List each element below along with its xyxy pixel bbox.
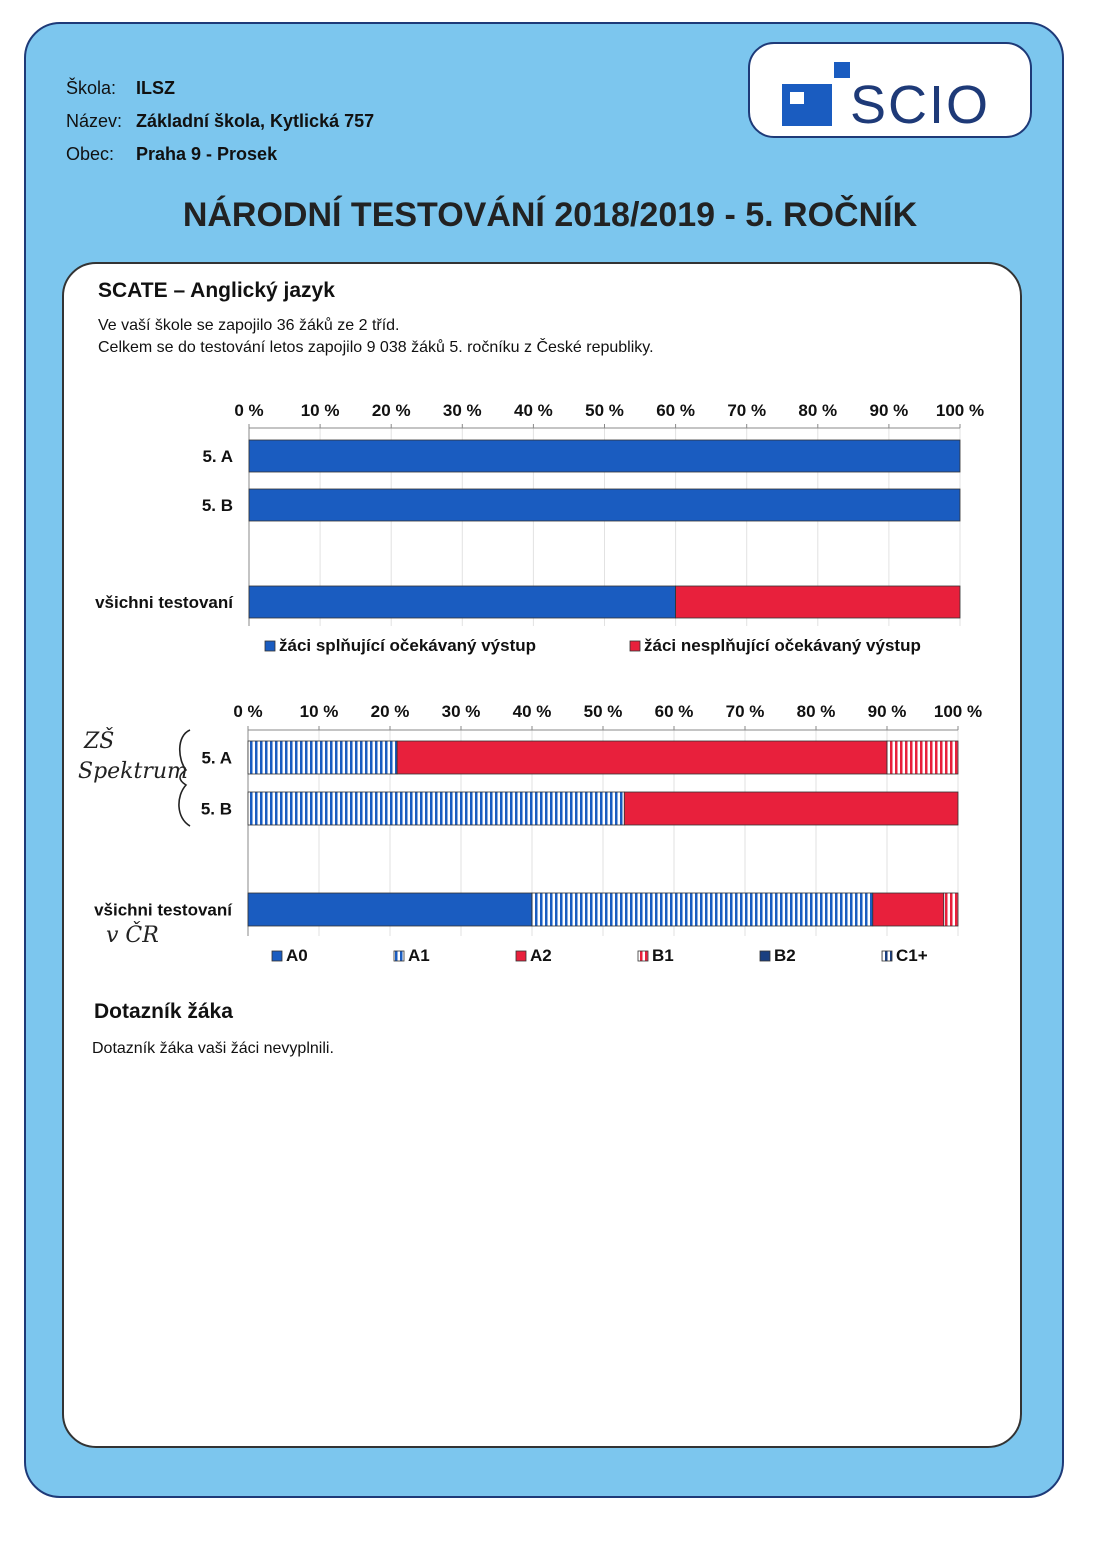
legend-swatch-a0	[272, 951, 282, 961]
description-line-1: Ve vaší škole se zapojilo 36 žáků ze 2 tříd.	[98, 317, 400, 334]
legend-swatch-ci-spl-uj-c-o-ek-van-v-stup	[265, 641, 275, 651]
legend-label-a2: A2	[530, 946, 552, 965]
legend-label-ci-spl-uj-c-o-ek-van-v-stup: žáci splňující očekávaný výstup	[279, 636, 537, 655]
handwriting-v-cr: v ČR	[106, 923, 159, 948]
logo-text: SCIO	[850, 75, 991, 135]
legend-label-b1: B1	[652, 946, 674, 965]
chart-cefr-levels	[94, 702, 982, 965]
name-label: Název:	[66, 111, 123, 131]
bar-segment-ci-spl-uj-c-o-ek-van-v-stup-5-b	[249, 489, 960, 521]
x-tick-label: 70 %	[725, 702, 765, 721]
x-tick-label: 30 %	[441, 702, 481, 721]
x-tick-label: 60 %	[656, 401, 695, 420]
category-label: 5. A	[202, 447, 233, 466]
bar-segment-a2-5-a	[397, 741, 887, 774]
category-label: 5. A	[201, 748, 232, 768]
x-tick-label: 10 %	[299, 702, 339, 721]
category-label: všichni testovaní	[95, 593, 233, 612]
x-tick-label: 50 %	[585, 401, 624, 420]
school-label: Škola:	[66, 78, 117, 98]
legend-swatch-b1	[638, 951, 648, 961]
bar-segment-a1-5-a	[248, 741, 397, 774]
questionnaire-title: Dotazník žáka	[94, 1000, 233, 1023]
x-tick-label: 100 %	[933, 702, 983, 721]
x-tick-label: 80 %	[796, 702, 836, 721]
bar-segment-ci-spl-uj-c-o-ek-van-v-stup-v-ichni-testovan	[249, 586, 676, 618]
x-tick-label: 80 %	[798, 401, 838, 420]
x-tick-label: 20 %	[370, 702, 410, 721]
x-tick-label: 0 %	[233, 702, 263, 721]
legend-label-a0: A0	[286, 946, 308, 965]
x-tick-label: 10 %	[300, 401, 340, 420]
bar-segment-a2-v-ichni-testovan	[873, 893, 944, 926]
legend-swatch-a1	[394, 951, 404, 961]
questionnaire-text: Dotazník žáka vaši žáci nevyplnili.	[92, 1040, 334, 1057]
handwriting-zs: ZŠ	[84, 729, 115, 754]
x-tick-label: 40 %	[514, 401, 553, 420]
legend-label-ci-nespl-uj-c-o-ek-van-v-stup: žáci nesplňující očekávaný výstup	[644, 636, 921, 655]
x-tick-label: 20 %	[371, 401, 411, 420]
x-tick-label: 90 %	[867, 702, 907, 721]
x-tick-label: 70 %	[727, 401, 767, 420]
category-label: 5. B	[200, 799, 232, 819]
chart-expected-outcome	[95, 401, 984, 655]
bar-segment-a2-5-b	[624, 792, 958, 825]
legend-label-c1: C1+	[896, 946, 928, 965]
bar-segment-b1-v-ichni-testovan	[944, 893, 958, 926]
bar-segment-a1-5-b	[248, 792, 624, 825]
section-title: SCATE – Anglický jazyk	[98, 279, 335, 302]
town-value: Praha 9 - Prosek	[136, 144, 278, 164]
legend-swatch-ci-nespl-uj-c-o-ek-van-v-stup	[630, 641, 640, 651]
legend-swatch-c1	[882, 951, 892, 961]
x-tick-label: 90 %	[869, 401, 909, 420]
x-tick-label: 0 %	[234, 401, 264, 420]
x-tick-label: 50 %	[583, 702, 623, 721]
bar-segment-a1-v-ichni-testovan	[532, 893, 873, 926]
name-value: Základní škola, Kytlická 757	[136, 111, 375, 131]
x-tick-label: 100 %	[935, 401, 985, 420]
category-label: 5. B	[201, 496, 233, 515]
x-tick-label: 30 %	[442, 401, 482, 420]
legend-label-a1: A1	[408, 946, 430, 965]
legend-label-b2: B2	[774, 946, 796, 965]
description-line-2: Celkem se do testování letos zapojilo 9 038 žáků 5. ročníku z České republiky.	[98, 339, 654, 356]
bar-segment-b1-5-a	[887, 741, 958, 774]
town-label: Obec:	[66, 144, 115, 164]
x-tick-label: 40 %	[512, 702, 552, 721]
legend-swatch-b2	[760, 951, 770, 961]
legend-swatch-a2	[516, 951, 526, 961]
school-value: ILSZ	[136, 78, 175, 98]
category-label: všichni testovaní	[94, 900, 232, 920]
bar-segment-ci-nespl-uj-c-o-ek-van-v-stup-v-ichni-testovan	[676, 586, 960, 618]
handwriting-spektrum: Spektrum	[78, 759, 188, 784]
bar-segment-ci-spl-uj-c-o-ek-van-v-stup-5-a	[249, 440, 960, 472]
bar-segment-a0-v-ichni-testovan	[248, 893, 532, 926]
x-tick-label: 60 %	[654, 702, 694, 721]
page-title: NÁRODNÍ TESTOVÁNÍ 2018/2019 - 5. ROČNÍK	[182, 196, 918, 234]
